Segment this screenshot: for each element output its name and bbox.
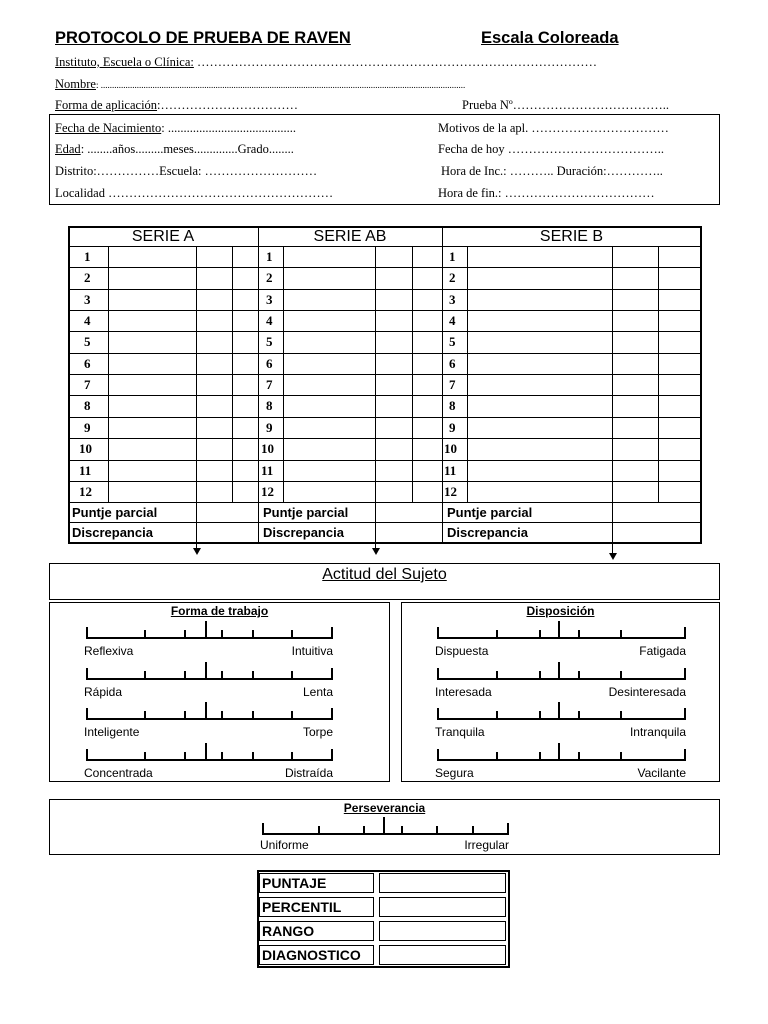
motivos-line[interactable]: Motivos de la apl. …………………………… <box>438 121 669 135</box>
table-rule <box>68 331 701 332</box>
scale-left-label: Inteligente <box>84 725 140 739</box>
row-number: 2 <box>84 270 91 286</box>
scale-tick <box>184 752 186 761</box>
series-header: SERIE B <box>539 228 604 245</box>
result-label: PUNTAJE <box>262 875 327 891</box>
row-number: 11 <box>444 462 457 478</box>
scale-tick <box>436 826 438 835</box>
row-number: 1 <box>84 249 91 264</box>
row-number: 6 <box>449 355 456 371</box>
table-rule <box>68 289 701 290</box>
scale-left-label: Rápida <box>84 685 123 699</box>
row-number: 3 <box>449 291 456 307</box>
forma-trabajo-title: Forma de trabajo <box>170 604 269 618</box>
row-number: 7 <box>266 377 273 393</box>
scale-tick <box>578 671 580 680</box>
scale-tick <box>437 749 439 761</box>
scale-tick <box>684 708 686 720</box>
scale-center-tick <box>205 743 207 761</box>
forma-aplicacion-dots: :…………………………… <box>157 98 299 112</box>
row-number: 9 <box>449 419 456 435</box>
row-number: 9 <box>84 419 91 435</box>
table-rule <box>68 395 701 396</box>
discrepancia-label: Discrepancia <box>72 525 153 541</box>
scale-left-label: Reflexiva <box>84 644 134 658</box>
rating-scale[interactable] <box>437 637 684 639</box>
forma-aplicacion-label: Forma de aplicación <box>55 98 158 112</box>
scale-tick <box>86 708 88 720</box>
scale-tick <box>401 826 403 835</box>
actitud-title: Actitud del Sujeto <box>322 566 447 583</box>
table-rule <box>612 542 613 553</box>
scale-left-label: Uniforme <box>260 838 309 852</box>
rating-scale[interactable] <box>262 833 507 835</box>
puntaje-parcial-label: Puntje parcial <box>447 505 533 521</box>
scale-center-tick <box>205 621 207 639</box>
scale-tick <box>252 711 254 720</box>
scale-tick <box>144 630 146 639</box>
scale-left-label: Tranquila <box>435 725 485 739</box>
scale-tick <box>291 630 293 639</box>
distrito-line[interactable]: Distrito:……………Escuela: ……………………… <box>55 164 318 178</box>
scale-tick <box>684 668 686 680</box>
scale-tick <box>620 630 622 639</box>
scale-center-tick <box>205 662 207 680</box>
scale-tick <box>291 711 293 720</box>
table-rule <box>442 226 443 542</box>
scale-tick <box>331 627 333 639</box>
row-number: 3 <box>84 291 91 307</box>
hora-fin-line[interactable]: Hora de fin.: ……………………………… <box>438 186 655 200</box>
scale-tick <box>363 826 365 835</box>
result-value-cell[interactable] <box>379 945 506 965</box>
result-value-cell[interactable] <box>379 897 506 917</box>
scale-tick <box>184 711 186 720</box>
table-rule <box>68 374 701 375</box>
scale-center-tick <box>558 743 560 761</box>
rating-scale[interactable] <box>86 678 331 680</box>
scale-tick <box>144 711 146 720</box>
edad-label: Edad <box>55 142 81 156</box>
row-number: 5 <box>84 334 91 350</box>
series-header: SERIE AB <box>313 228 387 245</box>
nombre-label: Nombre <box>55 77 96 91</box>
nombre-dots: : .................................................................................................................................................................. <box>95 80 466 90</box>
scale-tick <box>620 711 622 720</box>
table-rule <box>196 502 197 542</box>
scale-tick <box>144 671 146 680</box>
scale-tick <box>252 630 254 639</box>
scale-center-tick <box>205 702 207 720</box>
table-rule <box>68 460 701 461</box>
table-rule <box>68 267 701 268</box>
scale-right-label: Irregular <box>464 838 509 852</box>
scale-tick <box>620 671 622 680</box>
row-number: 8 <box>266 398 273 414</box>
rating-scale[interactable] <box>86 759 331 761</box>
down-arrow-icon <box>193 548 201 555</box>
rating-scale[interactable] <box>86 637 331 639</box>
table-rule <box>68 502 701 503</box>
table-rule <box>232 246 233 502</box>
localidad-line[interactable]: Localidad ……………………………………………… <box>55 186 334 200</box>
table-rule <box>700 226 702 544</box>
fecha-nacimiento-line[interactable] <box>55 121 296 136</box>
table-rule <box>68 481 701 482</box>
row-number: 5 <box>266 334 273 350</box>
table-rule <box>375 502 376 542</box>
row-number: 11 <box>261 462 274 478</box>
scale-tick <box>472 826 474 835</box>
table-rule <box>108 246 109 502</box>
discrepancia-label: Discrepancia <box>447 525 528 541</box>
scale-tick <box>318 826 320 835</box>
row-number: 10 <box>79 441 92 457</box>
result-label: RANGO <box>262 923 315 939</box>
page-subtitle: Escala Coloreada <box>481 29 619 47</box>
row-number: 1 <box>449 249 456 264</box>
scale-tick <box>331 708 333 720</box>
table-rule <box>196 246 197 502</box>
scale-tick <box>331 668 333 680</box>
instituto-label: Instituto, Escuela o Clínica: <box>55 55 194 69</box>
rating-scale[interactable] <box>437 759 684 761</box>
perseverancia-title: Perseverancia <box>343 801 426 815</box>
edad-line[interactable] <box>55 142 294 157</box>
scale-right-label: Fatigada <box>639 644 686 658</box>
row-number: 8 <box>84 398 91 414</box>
scale-center-tick <box>383 817 385 835</box>
row-number: 10 <box>261 441 274 457</box>
puntaje-parcial-label: Puntje parcial <box>72 505 158 521</box>
prueba-line[interactable]: Prueba Nº……………………………….. <box>462 98 669 112</box>
scale-tick <box>291 671 293 680</box>
row-number: 4 <box>84 313 91 329</box>
fecha-nacimiento-label: Fecha de Nacimiento <box>55 121 162 135</box>
result-label: PERCENTIL <box>262 899 342 915</box>
scale-right-label: Vacilante <box>637 766 686 780</box>
table-rule <box>68 542 701 544</box>
scale-tick <box>86 749 88 761</box>
scale-tick <box>437 708 439 720</box>
table-rule <box>68 522 701 523</box>
scale-right-label: Desinteresada <box>608 685 686 699</box>
fecha-nacimiento-dots: : ......................................... <box>161 121 296 135</box>
row-number: 2 <box>266 270 273 286</box>
table-rule <box>412 246 413 502</box>
table-rule <box>68 417 701 418</box>
disposicion-title: Disposición <box>526 604 595 618</box>
scale-tick <box>252 671 254 680</box>
scale-right-label: Intranquila <box>629 725 686 739</box>
table-rule <box>612 254 613 268</box>
scale-tick <box>184 630 186 639</box>
scale-tick <box>221 671 223 680</box>
row-number: 9 <box>266 419 273 435</box>
row-number: 11 <box>79 462 92 478</box>
table-rule <box>283 246 284 502</box>
table-rule <box>68 310 701 311</box>
scale-tick <box>496 752 498 761</box>
result-value-cell[interactable] <box>379 921 506 941</box>
scale-tick <box>86 627 88 639</box>
instituto-dots: …………………………………………………………………………………… <box>193 55 597 69</box>
result-label: DIAGNOSTICO <box>262 947 361 963</box>
scale-tick <box>578 752 580 761</box>
instituto-line[interactable] <box>55 55 597 70</box>
table-rule <box>612 502 613 542</box>
table-rule <box>68 353 701 354</box>
rating-scale[interactable] <box>86 718 331 720</box>
scale-tick <box>578 711 580 720</box>
scale-tick <box>684 627 686 639</box>
scale-tick <box>184 671 186 680</box>
table-rule <box>658 246 659 502</box>
row-number: 3 <box>266 291 273 307</box>
scale-tick <box>221 752 223 761</box>
result-value-cell[interactable] <box>379 873 506 893</box>
row-number: 5 <box>449 334 456 350</box>
scale-tick <box>86 668 88 680</box>
row-number: 12 <box>79 483 92 499</box>
row-number: 4 <box>449 313 456 329</box>
table-rule <box>68 226 70 544</box>
scale-tick <box>539 630 541 639</box>
scale-tick <box>496 711 498 720</box>
scale-center-tick <box>558 702 560 720</box>
scale-left-label: Segura <box>435 766 474 780</box>
scale-tick <box>291 752 293 761</box>
discrepancia-label: Discrepancia <box>263 525 344 541</box>
nombre-line[interactable] <box>55 77 465 92</box>
forma-aplicacion-line[interactable] <box>55 98 298 113</box>
row-number: 8 <box>449 398 456 414</box>
puntaje-parcial-label: Puntje parcial <box>263 505 349 521</box>
row-number: 6 <box>84 355 91 371</box>
scale-tick <box>507 823 509 835</box>
row-number: 2 <box>449 270 456 286</box>
rating-scale[interactable] <box>437 718 684 720</box>
scale-tick <box>437 627 439 639</box>
scale-tick <box>578 630 580 639</box>
scale-tick <box>539 752 541 761</box>
rating-scale[interactable] <box>437 678 684 680</box>
table-rule <box>68 438 701 439</box>
scale-center-tick <box>558 621 560 639</box>
scale-left-label: Dispuesta <box>435 644 489 658</box>
scale-tick <box>221 630 223 639</box>
row-number: 12 <box>444 483 457 499</box>
scale-tick <box>262 823 264 835</box>
scale-right-label: Torpe <box>302 725 333 739</box>
scale-tick <box>221 711 223 720</box>
scale-tick <box>496 671 498 680</box>
table-rule <box>68 246 701 247</box>
scale-tick <box>496 630 498 639</box>
scale-tick <box>620 752 622 761</box>
row-number: 7 <box>449 377 456 393</box>
row-number: 1 <box>266 249 273 264</box>
scale-left-label: Interesada <box>435 685 492 699</box>
down-arrow-icon <box>372 548 380 555</box>
scale-tick <box>252 752 254 761</box>
scale-right-label: Distraída <box>284 766 333 780</box>
table-rule <box>375 246 376 502</box>
edad-rest: : ........años.........meses..............Grado........ <box>80 142 294 156</box>
table-rule <box>258 226 259 542</box>
scale-right-label: Lenta <box>302 685 333 699</box>
series-header: SERIE A <box>131 228 195 245</box>
scale-tick <box>144 752 146 761</box>
scale-tick <box>539 711 541 720</box>
table-rule <box>612 246 613 502</box>
fecha-hoy-line[interactable]: Fecha de hoy ……………………………….. <box>438 142 665 156</box>
page-title: PROTOCOLO DE PRUEBA DE RAVEN <box>55 29 351 47</box>
row-number: 6 <box>266 355 273 371</box>
row-number: 12 <box>261 483 274 499</box>
scale-right-label: Intuitiva <box>291 644 333 658</box>
scale-left-label: Concentrada <box>84 766 153 780</box>
hora-inicio-line[interactable]: Hora de Inc.: ……….. Duración:………….. <box>441 164 663 178</box>
row-number: 7 <box>84 377 91 393</box>
row-number: 4 <box>266 313 273 329</box>
scale-tick <box>437 668 439 680</box>
scale-tick <box>331 749 333 761</box>
scale-center-tick <box>558 662 560 680</box>
row-number: 10 <box>444 441 457 457</box>
table-rule <box>467 246 468 502</box>
down-arrow-icon <box>609 553 617 560</box>
scale-tick <box>684 749 686 761</box>
scale-tick <box>539 671 541 680</box>
